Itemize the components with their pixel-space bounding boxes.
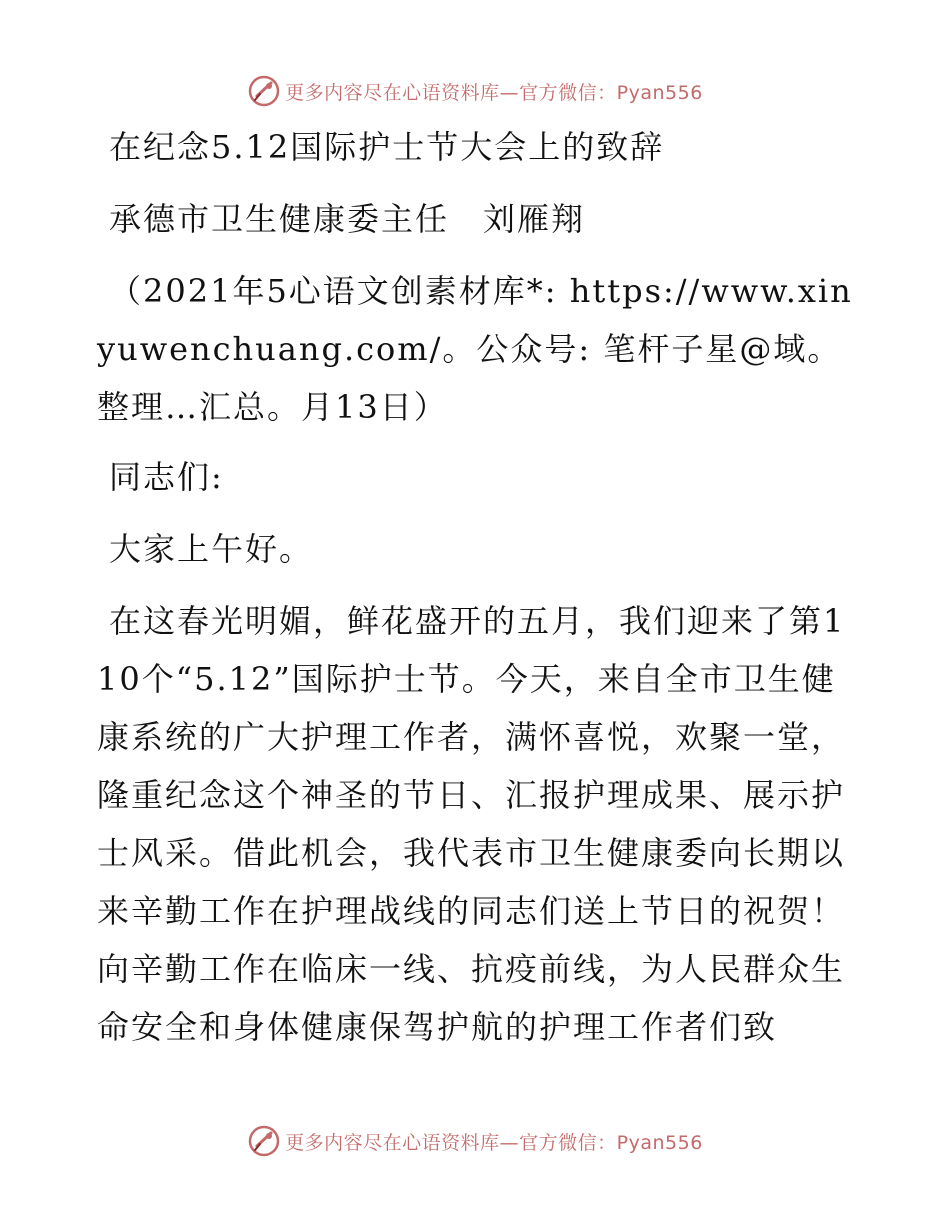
watermark-text: 更多内容尽在心语资料库—官方微信：Pyan556 (285, 1131, 703, 1154)
document-title: 在纪念5.12国际护士节大会上的致辞 (109, 128, 665, 166)
watermark-footer (0, 1121, 950, 1161)
watermark-header (0, 71, 950, 111)
date-line: （2021年5心语文创素材库*: https://www.xinyuwenchuang.com/。公众号: 笔杆子星@域。整理…汇总。月13日） (97, 272, 853, 426)
document-body (97, 118, 857, 1068)
salutation: 同志们: (109, 458, 224, 496)
brand-logo-icon (247, 74, 281, 108)
brand-logo-icon (247, 1124, 281, 1158)
body-paragraph: 在这春光明媚，鲜花盛开的五月，我们迎来了第110个“5.12”国际护士节。今天，来自全市卫生健康系统的广大护理工作者，满怀喜悦，欢聚一堂，隆重纪念这个神圣的节日、汇报护理成果、展示护士风采。借此机会，我代表市卫生健康委向长期以来辛勤工作在护理战线的同志们送上节日的祝贺！向辛勤工作在临床一线、抗疫前线，为人民群众生命安全和身体健康保驾护航的护理工作者们致 (97, 602, 846, 1046)
author-line: 承德市卫生健康委主任 刘雁翔 (109, 200, 586, 238)
greeting: 大家上午好。 (109, 530, 314, 568)
watermark-text: 更多内容尽在心语资料库—官方微信：Pyan556 (285, 81, 703, 104)
